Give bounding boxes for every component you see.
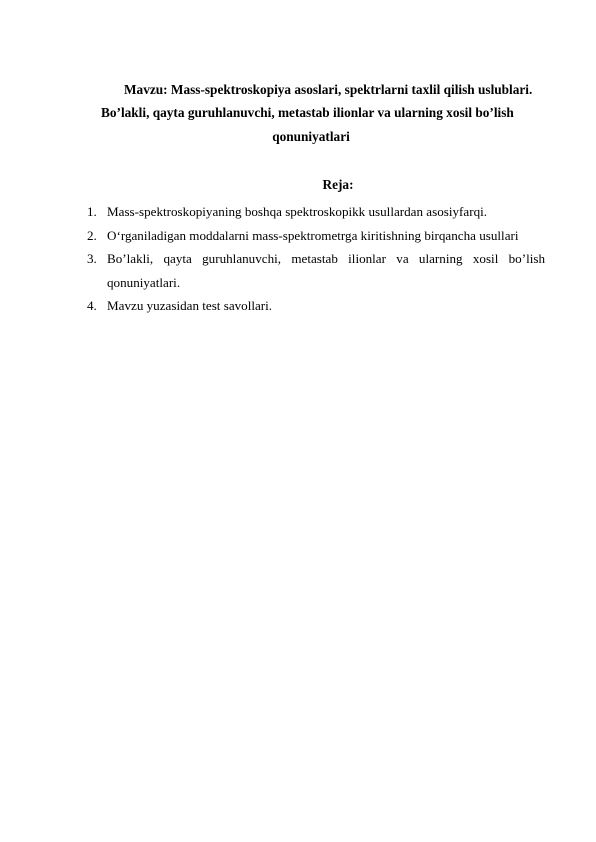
list-item-number: 3. [87, 251, 97, 267]
list-item-text: Mavzu yuzasidan test savollari. [107, 298, 273, 314]
list-item-number: 2. [87, 227, 97, 243]
list-item-number: 1. [87, 204, 97, 219]
plan-heading: Reja: [322, 177, 354, 192]
plan-list [87, 200, 545, 318]
list-item-text: Bo’lakli, qayta guruhlanuvchi, metastab ilionlar va ularning xosil bo’lish [107, 251, 545, 267]
list-item [87, 224, 545, 248]
list-item-continuation: qonuniyatlari. [107, 274, 181, 290]
list-item [87, 200, 545, 224]
list-item [87, 294, 545, 318]
list-item-text: Mass-spektroskopiyaning boshqa spektroskopikk usullardan asosiyfarqi. [107, 204, 488, 219]
title-line-1: Mavzu: Mass-spektroskopiya asoslari, spektrlarni taxlil qilish uslublari. [124, 82, 533, 97]
list-item [87, 247, 545, 271]
title-line-2: Bo’lakli, qayta guruhlanuvchi, metastab ilionlar va ularning xosil bo’lish [101, 105, 514, 120]
title-line-3: qonuniyatlari [272, 129, 350, 144]
list-item-text: O‘rganiladigan moddalarni mass-spektrometrga kiritishning birqancha usullari [107, 227, 519, 243]
list-item-number: 4. [87, 298, 97, 314]
